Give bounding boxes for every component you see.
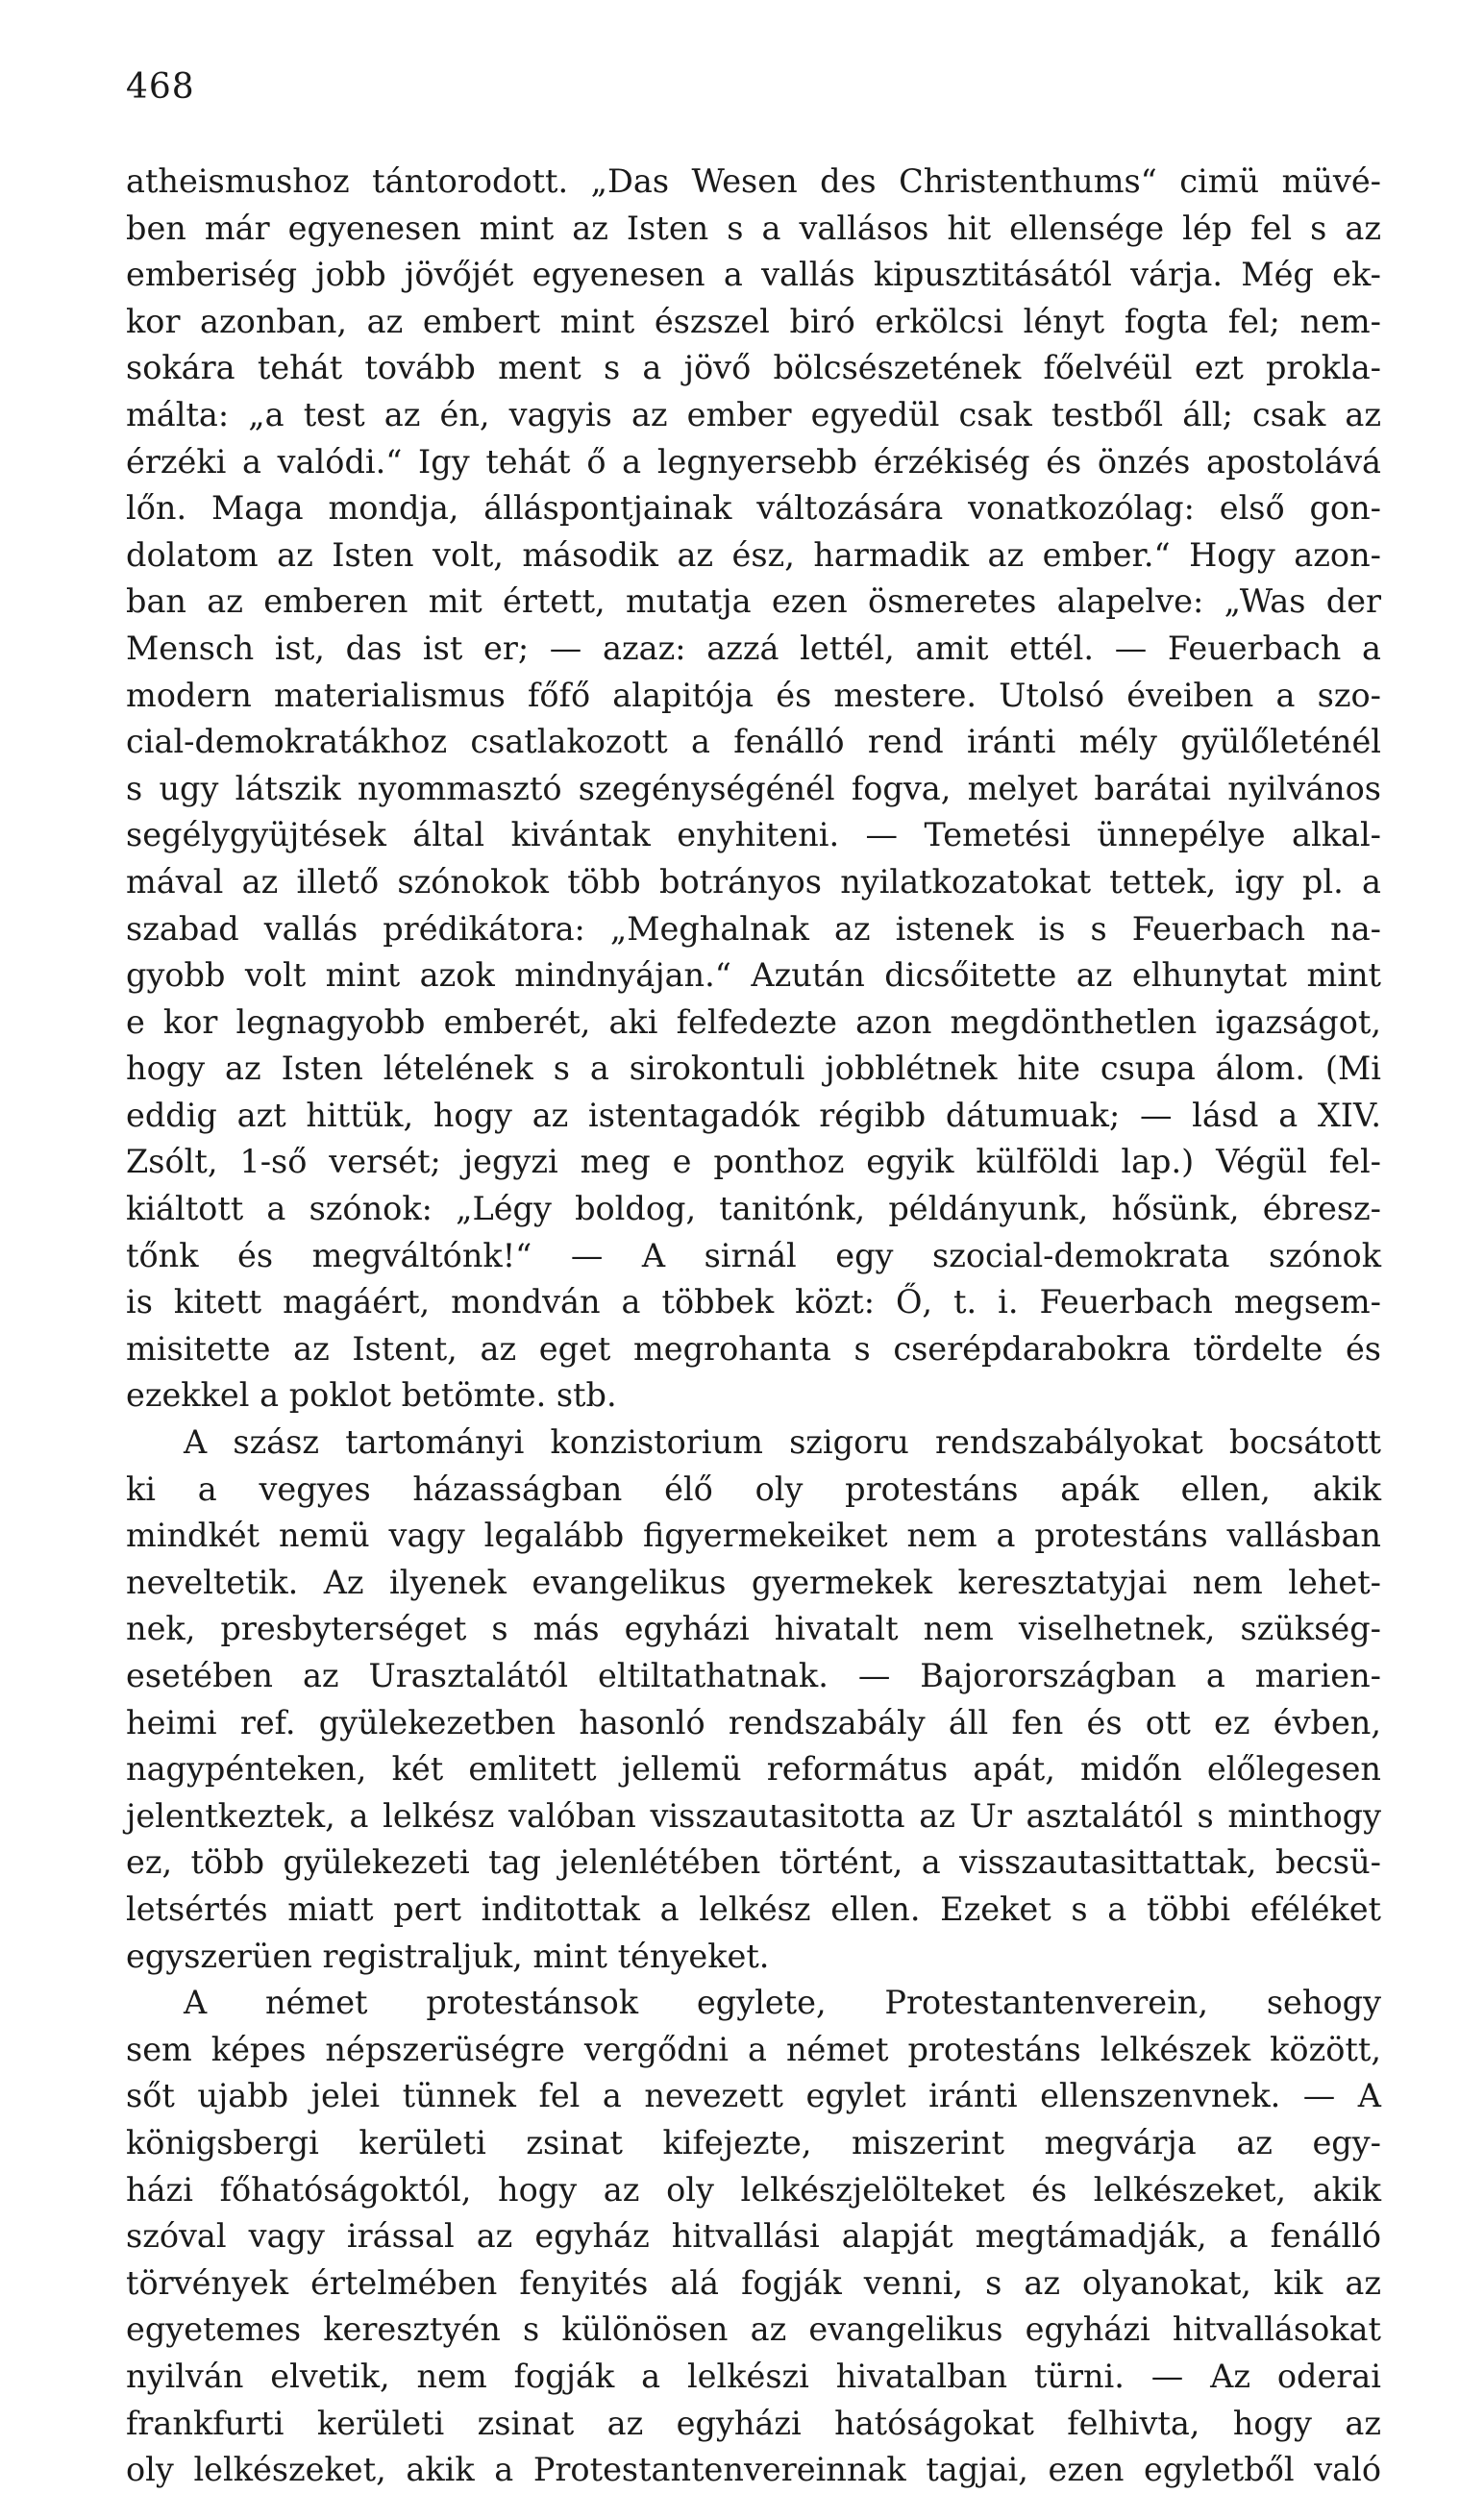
- text-line: modern materialismus főfő alapitója és mestere. Utolsó éveiben a szo-: [126, 676, 1381, 714]
- text-line: ez, több gyülekezeti tag jelenlétében történt, a visszautasittattak, becsü-: [126, 1843, 1381, 1882]
- text-line: nagypénteken, két emlitett jellemü református apát, midőn előlegesen: [126, 1750, 1381, 1789]
- text-line: heimi ref. gyülekezetben hasonló rendszabály áll fen és ott ez évben,: [126, 1703, 1381, 1741]
- text-line: szabad vallás prédikátora: „Meghalnak az istenek is s Feuerbach na-: [126, 909, 1381, 948]
- text-line: Mensch ist, das ist er; — azaz: azzá lettél, amit ettél. — Feuerbach a: [126, 629, 1381, 667]
- text-line: letsértés miatt pert inditottak a lelkész ellen. Ezeket s a többi eféléket: [126, 1889, 1381, 1928]
- text-line: gyobb volt mint azok mindnyájan.“ Azután dicsőitette az elhunytat mint: [126, 956, 1381, 995]
- text-line: dolatom az Isten volt, második az ész, harmadik az ember.“ Hogy azon-: [126, 535, 1381, 574]
- text-line: atheismushoz tántorodott. „Das Wesen des Christenthums“ cimü müvé-: [126, 162, 1381, 200]
- text-line: oly lelkészeket, akik a Protestantenvereinnak tagjai, ezen egyletből való: [126, 2451, 1381, 2489]
- text-line: is kitett magáért, mondván a többek közt: Ő, t. i. Feuerbach megsem-: [126, 1283, 1381, 1321]
- text-line: szóval vagy irással az egyház hitvallási alapját megtámadják, a fenálló: [126, 2217, 1381, 2256]
- text-line: törvények értelmében fenyités alá fogják venni, s az olyanokat, kik az: [126, 2263, 1381, 2302]
- text-line: sokára tehát tovább ment s a jövő bölcsészetének főelvéül ezt prokla-: [126, 349, 1381, 387]
- text-line: königsbergi kerületi zsinat kifejezte, miszerint megvárja az egy-: [126, 2123, 1381, 2161]
- text-line: esetében az Urasztalától eltiltathatnak. — Bajorországban a marien-: [126, 1657, 1381, 1694]
- text-line: lőn. Maga mondja, álláspontjainak változására vonatkozólag: első gon-: [126, 489, 1381, 528]
- text-line-paragraph-start: A német protestánsok egylete, Protestantenverein, sehogy: [184, 1984, 1381, 2022]
- text-line: eddig azt hittük, hogy az istentagadók régibb dátumuak; — lásd a XIV.: [126, 1096, 1381, 1134]
- text-line: ki a vegyes házasságban élő oly protestáns apák ellen, akik: [126, 1469, 1381, 1508]
- text-line: kiáltott a szónok: „Légy boldog, tanitónk, példányunk, hősünk, ébresz-: [126, 1190, 1381, 1228]
- text-line: nek, presbyterséget s más egyházi hivatalt nem viselhetnek, szükség-: [126, 1610, 1381, 1648]
- text-line: emberiség jobb jövőjét egyenesen a vallás kipusztitásától várja. Még ek-: [126, 256, 1381, 294]
- text-line: hogy az Isten lételének s a sirokontuli jobblétnek hite csupa álom. (Mi: [126, 1049, 1381, 1088]
- text-line: házi főhatóságoktól, hogy az oly lelkészjelölteket és lelkészeket, akik: [126, 2170, 1381, 2209]
- text-line: Zsólt, 1-ső versét; jegyzi meg e ponthoz egyik külföldi lap.) Végül fel-: [126, 1143, 1381, 1181]
- text-line: kor azonban, az embert mint észszel biró erkölcsi lényt fogta fel; nem-: [126, 302, 1381, 340]
- text-line: misitette az Istent, az eget megrohanta s cserépdarabokra tördelte és: [126, 1329, 1381, 1368]
- text-line-paragraph-end: ezekkel a poklot betömte. stb.: [126, 1376, 617, 1415]
- text-line: sőt ujabb jelei tünnek fel a nevezett egylet iránti ellenszenvnek. — A: [126, 2077, 1381, 2115]
- text-line: egyetemes keresztyén s különösen az evangelikus egyházi hitvallásokat: [126, 2310, 1381, 2349]
- text-line: sem képes népszerüségre vergődni a német protestáns lelkészek között,: [126, 2030, 1381, 2068]
- text-line: frankfurti kerületi zsinat az egyházi hatóságokat felhivta, hogy az: [126, 2404, 1381, 2442]
- text-line: ben már egyenesen mint az Isten s a vallásos hit ellensége lép fel s az: [126, 209, 1381, 247]
- text-line: mindkét nemü vagy legalább figyermekeiket nem a protestáns vallásban: [126, 1517, 1381, 1555]
- text-line: ban az emberen mit értett, mutatja ezen ösmeretes alapelve: „Was der: [126, 582, 1381, 621]
- text-line: érzéki a valódi.“ Igy tehát ő a legnyersebb érzékiség és önzés apostolává: [126, 442, 1381, 481]
- text-line: neveltetik. Az ilyenek evangelikus gyermekek keresztatyjai nem lehet-: [126, 1563, 1381, 1601]
- text-line: cial-demokratákhoz csatlakozott a fenálló rend iránti mély gyülőleténél: [126, 723, 1381, 761]
- text-line: nyilván elvetik, nem fogják a lelkészi hivatalban türni. — Az oderai: [126, 2357, 1381, 2395]
- text-line: málta: „a test az én, vagyis az ember egyedül csak testből áll; csak az: [126, 395, 1381, 433]
- text-line: mával az illető szónokok több botrányos nyilatkozatokat tettek, igy pl. a: [126, 862, 1381, 901]
- text-line: jelentkeztek, a lelkész valóban visszautasitotta az Ur asztalától s minthogy: [126, 1796, 1381, 1835]
- text-line: tőnk és megváltónk!“ — A sirnál egy szocial-demokrata szónok: [126, 1236, 1381, 1274]
- text-line-paragraph-end: egyszerüen registraljuk, mint tényeket.: [126, 1937, 770, 1975]
- text-line-paragraph-start: A szász tartományi konzistorium szigoru rendszabályokat bocsátott: [184, 1423, 1381, 1462]
- page-number: 468: [126, 67, 195, 107]
- text-line: segélygyüjtések által kivántak enyhiteni. — Temetési ünnepélye alkal-: [126, 816, 1381, 854]
- text-line: e kor legnagyobb emberét, aki felfedezte azon megdönthetlen igazságot,: [126, 1002, 1381, 1041]
- body-text: [126, 159, 1381, 2494]
- text-line: s ugy látszik nyommasztó szegénységénél fogva, melyet barátai nyilvános: [126, 769, 1381, 807]
